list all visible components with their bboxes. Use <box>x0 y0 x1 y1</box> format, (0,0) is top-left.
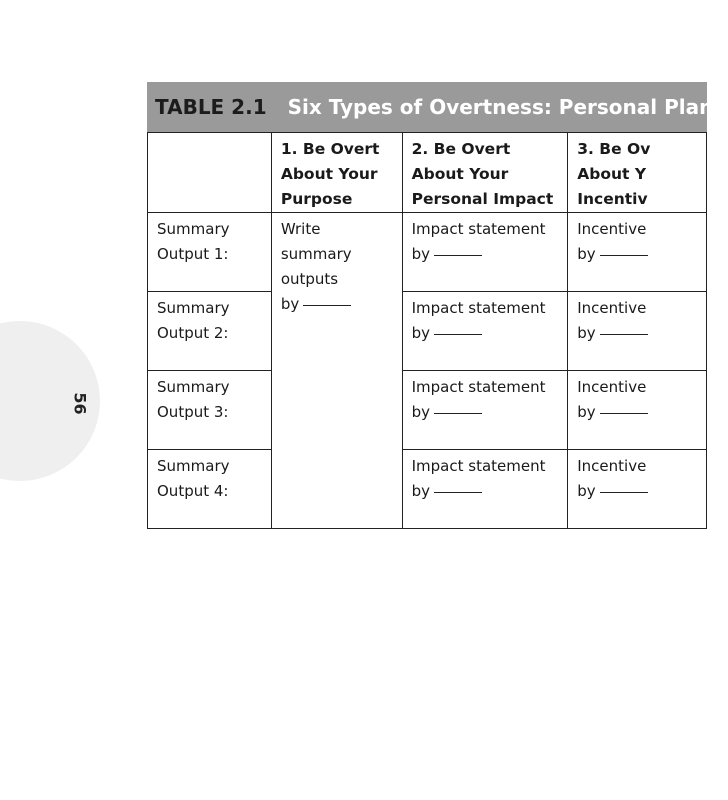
impact-cell: Impact statement by <box>402 450 568 529</box>
table-title: Six Types of Overtness: Personal Plann <box>287 95 728 119</box>
incentive-cell: Incentive by <box>568 292 707 371</box>
page-number: 56 <box>70 392 90 415</box>
impact-cell: Impact statement by <box>402 292 568 371</box>
row-label-cell: Summary Output 4: <box>148 450 272 529</box>
merged-write-summary-cell: Write summary outputs by <box>271 213 402 529</box>
incentive-cell: Incentive by <box>568 213 707 292</box>
header-cell-purpose: 1. Be Overt About Your Purpose <box>271 133 402 213</box>
header-cell-incentive: 3. Be Ov About Y Incentiv <box>568 133 707 213</box>
fill-in-blank <box>600 333 648 335</box>
impact-cell: Impact statement by <box>402 371 568 450</box>
incentive-cell: Incentive by <box>568 371 707 450</box>
table-row <box>148 371 707 450</box>
table-2-1 <box>147 82 728 529</box>
table-row <box>148 292 707 371</box>
row-label-cell: Summary Output 2: <box>148 292 272 371</box>
fill-in-blank <box>303 304 351 306</box>
table-row <box>148 450 707 529</box>
header-cell-personal-impact: 2. Be Overt About Your Personal Impact <box>402 133 568 213</box>
row-label-cell: Summary Output 3: <box>148 371 272 450</box>
table-label: TABLE 2.1 <box>155 95 267 119</box>
header-row <box>148 133 707 213</box>
overtness-table <box>147 132 707 529</box>
fill-in-blank <box>434 333 482 335</box>
incentive-cell: Incentive by <box>568 450 707 529</box>
header-cell-empty <box>148 133 272 213</box>
impact-cell: Impact statement by <box>402 213 568 292</box>
fill-in-blank <box>600 491 648 493</box>
table-row <box>148 213 707 292</box>
fill-in-blank <box>434 491 482 493</box>
fill-in-blank <box>434 412 482 414</box>
fill-in-blank <box>434 254 482 256</box>
fill-in-blank <box>600 412 648 414</box>
fill-in-blank <box>600 254 648 256</box>
table-title-bar <box>147 82 728 132</box>
row-label-cell: Summary Output 1: <box>148 213 272 292</box>
